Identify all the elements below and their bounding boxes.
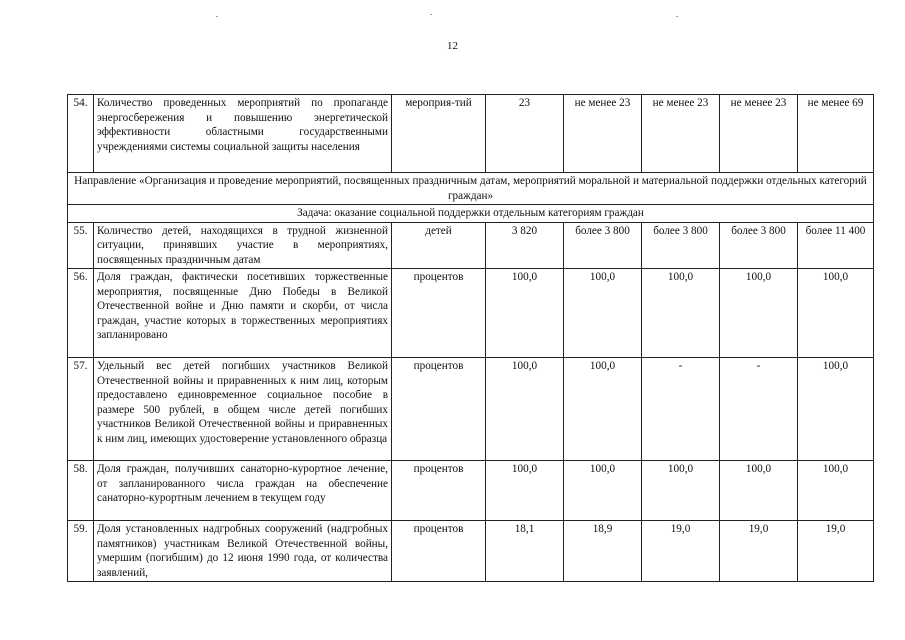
indicator-description: Доля установленных надгробных сооружений (надгробных памятников) участникам Великой Отечественной войны, умершим (погибшим) до 12 июня 1990 года, от количества заявлений, [94, 521, 392, 582]
page-number: 12 [447, 40, 458, 52]
value-cell: 100,0 [486, 269, 564, 358]
value-cell: 100,0 [642, 269, 720, 358]
indicator-description: Доля граждан, получивших санаторно-курортное лечение, от запланированного числа граждан на обеспечение санаторно-курортным лечением в текущем году [94, 461, 392, 521]
table-row [68, 461, 874, 521]
table-row [68, 222, 874, 269]
value-cell: 100,0 [486, 358, 564, 461]
row-number: 54. [68, 95, 94, 173]
unit-cell: процентов [392, 521, 486, 582]
value-cell: более 3 800 [642, 222, 720, 269]
row-number: 59. [68, 521, 94, 582]
value-cell: 100,0 [798, 269, 874, 358]
table-row [68, 521, 874, 582]
scan-speck [430, 14, 432, 15]
direction-heading-row [68, 173, 874, 205]
unit-cell: процентов [392, 358, 486, 461]
value-cell: 18,1 [486, 521, 564, 582]
table-row [68, 95, 874, 173]
unit-cell: мероприя-тий [392, 95, 486, 173]
row-number: 58. [68, 461, 94, 521]
task-heading: Задача: оказание социальной поддержки отдельным категориям граждан [68, 205, 874, 223]
value-cell: не менее 69 [798, 95, 874, 173]
value-cell: более 3 800 [564, 222, 642, 269]
unit-cell: процентов [392, 269, 486, 358]
value-cell: 100,0 [486, 461, 564, 521]
value-cell: 100,0 [642, 461, 720, 521]
value-cell: не менее 23 [642, 95, 720, 173]
value-cell: 100,0 [720, 461, 798, 521]
value-cell: 100,0 [564, 358, 642, 461]
direction-heading: Направление «Организация и проведение мероприятий, посвященных праздничным датам, мероприятий моральной и материальной поддержки отдельных категорий граждан» [68, 173, 874, 205]
value-cell: 18,9 [564, 521, 642, 582]
row-number: 56. [68, 269, 94, 358]
value-cell: 100,0 [564, 461, 642, 521]
indicator-description: Доля граждан, фактически посетивших торжественные мероприятия, посвященные Дню Победы в Великой Отечественной войне и Дню памяти и скорби, от числа граждан, участие которых в торжественных мероприятиях запланировано [94, 269, 392, 358]
value-cell: 23 [486, 95, 564, 173]
value-cell: 19,0 [642, 521, 720, 582]
indicator-description: Количество проведенных мероприятий по пропаганде энергосбережения и повышению энергетической эффективности областными государственными учреждениями системы социальной защиты населения [94, 95, 392, 173]
indicator-description: Количество детей, находящихся в трудной жизненной ситуации, принявших участие в мероприятиях, посвященных праздничным датам [94, 222, 392, 269]
row-number: 57. [68, 358, 94, 461]
value-cell: 100,0 [720, 269, 798, 358]
table-row [68, 358, 874, 461]
indicator-description: Удельный вес детей погибших участников Великой Отечественной войны и приравненных к ним лиц, которым предоставлено единовременное социальное пособие в размере 500 рублей, в общем числе детей погибших участников Великой Отечественной войны и приравненных к ним лиц, имеющих удостоверение установленного образца [94, 358, 392, 461]
unit-cell: детей [392, 222, 486, 269]
value-cell: 19,0 [720, 521, 798, 582]
scan-speck [216, 16, 218, 17]
value-cell: 100,0 [564, 269, 642, 358]
table-row [68, 269, 874, 358]
value-cell: более 11 400 [798, 222, 874, 269]
value-cell: 19,0 [798, 521, 874, 582]
row-number: 55. [68, 222, 94, 269]
value-cell: 3 820 [486, 222, 564, 269]
value-cell: более 3 800 [720, 222, 798, 269]
value-cell: - [720, 358, 798, 461]
scan-speck [676, 16, 678, 17]
value-cell: 100,0 [798, 461, 874, 521]
unit-cell: процентов [392, 461, 486, 521]
indicators-table [67, 94, 874, 582]
task-heading-row [68, 205, 874, 223]
value-cell: - [642, 358, 720, 461]
value-cell: не менее 23 [720, 95, 798, 173]
value-cell: не менее 23 [564, 95, 642, 173]
value-cell: 100,0 [798, 358, 874, 461]
